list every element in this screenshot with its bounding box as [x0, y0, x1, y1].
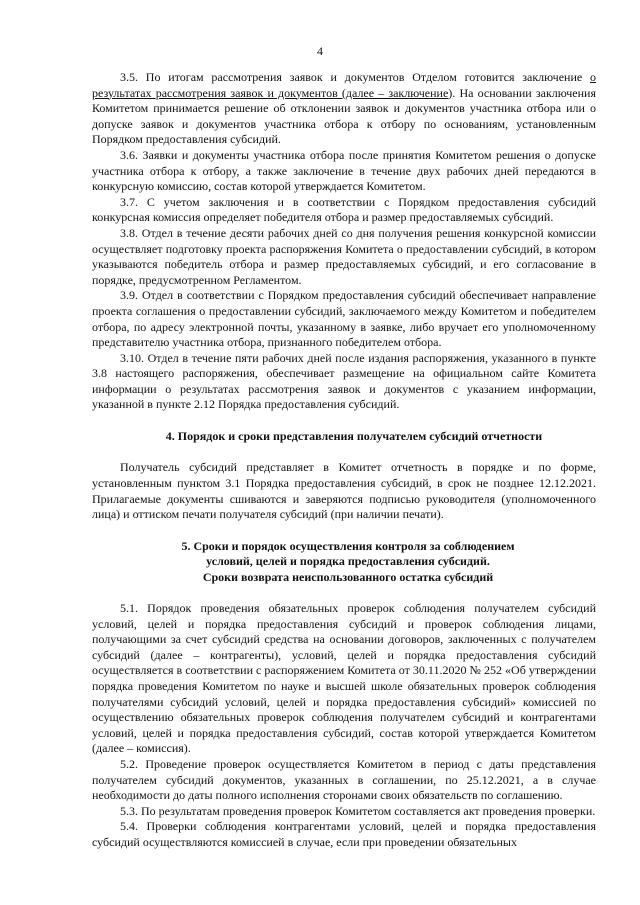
- paragraph-3-7: 3.7. С учетом заключения и в соответствии с Порядком предоставления субсидий конкурсная комиссия определяет победителя отбора и размер предоставляемых субсидий.: [92, 194, 596, 225]
- paragraph-5-3: 5.3. По результатам проведения проверок Комитетом составляется акт проведения проверки.: [120, 803, 596, 818]
- paragraph-3-10: 3.10. Отдел в течение пяти рабочих дней после издания распоряжения, указанного в пункте 3.8 настоящего распоряжения, обеспечивает размещение на официальном сайте Комитета информации о результатах рассмотрения заявок и документов с указанием информации, указанной в пункте 2.12 Порядка предоставления субсидий.: [92, 350, 596, 412]
- section-5-heading: [92, 539, 596, 585]
- paragraph-3-5-start: 3.5. По итогам рассмотрения заявок и документов Отделом готовится заключение: [120, 70, 590, 84]
- section-4-heading: 4. Порядок и сроки представления получателем субсидий отчетности: [165, 429, 543, 444]
- page-number: 4: [317, 44, 323, 58]
- paragraph-3-5-end: . На основании заключения Комитетом принимается решение об отклонении заявок и документов участника отбора или о допуске заявок и документов участника отбора к отбору по основаниям, установленным Порядком предоставления субсидий.: [92, 85, 596, 147]
- underlined-phrase: о результатах рассмотрения заявок и документов (далее – заключение): [92, 70, 596, 100]
- paragraph-3-5: [92, 70, 596, 148]
- section-5-heading-line-1: 5. Сроки и порядок осуществления контроля за соблюдением: [181, 538, 515, 553]
- section-4-paragraph: Получатель субсидий представляет в Комитет отчетность в порядке и по форме, установленным пунктом 3.1 Порядка предоставления субсидий, в срок не позднее 12.12.2021. Прилагаемые документы сшиваются и заверяются подписью руководителя (уполномоченного лица) и оттиском печати получателя субсидий (при наличии печати).: [92, 460, 596, 522]
- paragraph-5-1: 5.1. Порядок проведения обязательных проверок соблюдения получателем субсидий условий, целей и порядка предоставления субсидий и проверок соблюдения лицами, получающими за счет субсидий средства на основании договоров, заключенных с получателем субсидий (далее – контрагенты), условий, целей и порядка предоставления субсидий осуществляется в соответствии с распоряжением Комитета от 30.11.2020 № 252 «Об утверждении порядка проведения Комитетом по науке и высшей школе обязательных проверок соблюдения получателями субсидий условий, целей и порядка предоставления субсидий» комиссией по осуществлению обязательных проверок соблюдения получателем субсидий и контрагентами условий, целей и порядка предоставления субсидий, состав которой утверждается Комитетом (далее – комиссия).: [92, 601, 596, 756]
- paragraph-5-4: 5.4. Проверки соблюдения контрагентами условий, целей и порядка предоставления субсидий осуществляются комиссией в случае, если при проведении обязательных: [92, 819, 596, 849]
- section-5-heading-line-2: условий, целей и порядка предоставления субсидий.: [206, 554, 490, 569]
- section-5-heading-line-3: Сроки возврата неиспользованного остатка субсидий: [202, 569, 494, 584]
- paragraph-3-6: 3.6. Заявки и документы участника отбора после принятия Комитетом решения о допуске участника отбора к отбору, а также заключение в течение двух рабочих дней передаются в конкурсную комиссию, состав которой утверждается Комитетом.: [92, 147, 596, 194]
- paragraph-3-8: 3.8. Отдел в течение десяти рабочих дней со дня получения решения конкурсной комиссии осуществляет подготовку проекта распоряжения Комитета о предоставлении субсидий, в котором указываются победитель отбора и размер предоставляемых субсидий, и его согласование в порядке, предусмотренном Регламентом.: [92, 225, 596, 287]
- paragraph-3-9: 3.9. Отдел в соответствии с Порядком предоставления субсидий обеспечивает направление проекта соглашения о предоставлении субсидий, заключаемого между Комитетом и победителем отбора, по адресу электронной почты, указанному в заявке, либо вручает его уполномоченному представителю участника отбора, признанного победителем отбора.: [92, 288, 596, 350]
- document-body: [92, 70, 596, 851]
- paragraph-5-2: 5.2. Проведение проверок осуществляется Комитетом в период с даты представления получателем субсидий документов, указанных в соглашении, по 25.12.2021, а в случае необходимости до даты полного исполнения сторонами своих обязательств по соглашению.: [92, 757, 596, 803]
